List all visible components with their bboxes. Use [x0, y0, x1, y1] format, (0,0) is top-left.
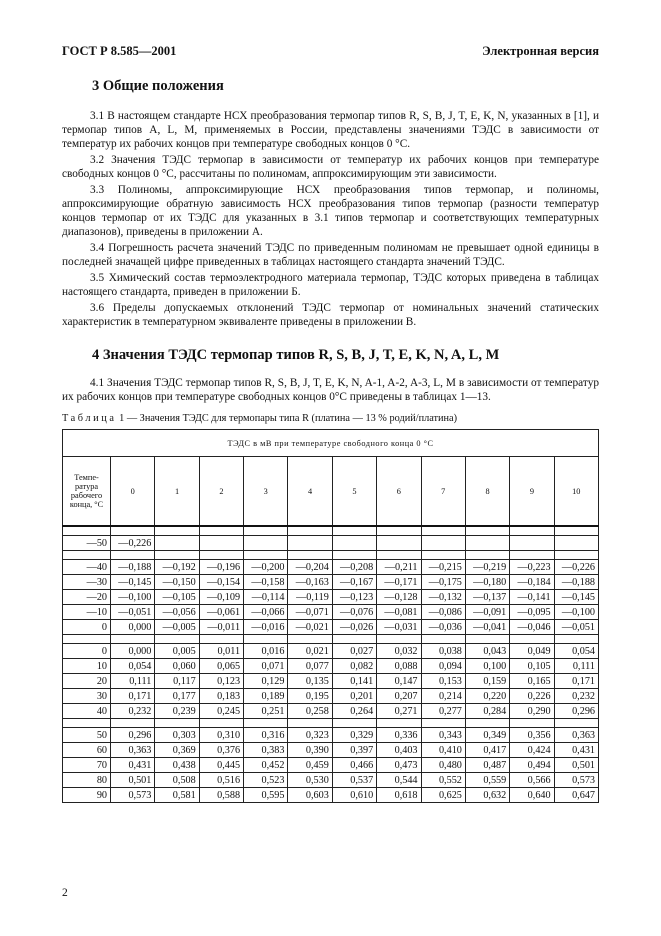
temperature-cell: —50: [63, 536, 111, 551]
empty-cell: [111, 551, 155, 560]
emf-value-cell: 0,573: [111, 788, 155, 803]
empty-cell: [377, 719, 421, 728]
temperature-cell: 30: [63, 689, 111, 704]
emf-value-cell: 0,632: [465, 788, 509, 803]
emf-value-cell: —0,066: [244, 605, 288, 620]
emf-value-cell: 0,153: [421, 674, 465, 689]
table-row: [63, 788, 599, 803]
emf-value-cell: 0,100: [465, 659, 509, 674]
emf-value-cell: 0,141: [332, 674, 376, 689]
emf-value-cell: —0,132: [421, 590, 465, 605]
empty-cell: [465, 551, 509, 560]
emf-value-cell: 0,258: [288, 704, 332, 719]
emf-value-cell: 0,032: [377, 644, 421, 659]
emf-value-cell: 0,566: [510, 773, 554, 788]
emf-value-cell: —0,005: [155, 620, 199, 635]
emf-value-cell: —0,188: [554, 575, 598, 590]
emf-value-cell: —0,226: [554, 560, 598, 575]
emf-value-cell: —0,100: [554, 605, 598, 620]
paragraph-4-1: 4.1 Значения ТЭДС термопар типов R, S, B, J, T, E, K, N, A-1, A-2, A-3, L, M в зависимости от температур их рабочих концов при температуре свободных концов 0°C приведены в таблицах 1—13.: [62, 377, 599, 403]
emf-value-cell: 0,310: [199, 728, 243, 743]
emf-value-cell: 0,000: [111, 620, 155, 635]
emf-value-cell: 0,595: [244, 788, 288, 803]
emf-value-cell: 0,383: [244, 743, 288, 758]
emf-value-cell: 0,431: [111, 758, 155, 773]
emf-value-cell: 0,065: [199, 659, 243, 674]
group-spacer-row: [63, 719, 599, 728]
emf-value-cell: 0,129: [244, 674, 288, 689]
emf-value-cell: [554, 536, 598, 551]
emf-value-cell: 0,356: [510, 728, 554, 743]
temperature-column-header: Темпе-ратура рабочего конца, °C: [63, 457, 111, 527]
paragraph-3-3: 3.3 Полиномы, аппроксимирующие НСХ преобразования типов термопар, и полиномы, аппроксимирующие обратную зависимость НСХ преобразования типов термопар (разности температур концов термопар от их ТЭДС для указанных в 3.1 типов термопар и соответствующих температурных диапазонов), приведены в приложении А.: [62, 184, 599, 238]
empty-cell: [63, 635, 111, 644]
emf-value-cell: 0,363: [554, 728, 598, 743]
emf-value-cell: 0,603: [288, 788, 332, 803]
table-caption-prefix: Таблица: [62, 413, 117, 424]
emf-value-cell: —0,109: [199, 590, 243, 605]
table-row: [63, 728, 599, 743]
column-header-2: 2: [199, 457, 243, 527]
emf-value-cell: 0,038: [421, 644, 465, 659]
emf-value-cell: —0,180: [465, 575, 509, 590]
emf-value-cell: —0,154: [199, 575, 243, 590]
paragraph-3-4: 3.4 Погрешность расчета значений ТЭДС по приведенным полиномам не превышает одной единицы в последней значащей цифре приведенных в таблицах настоящего стандарта значений ТЭДС.: [62, 242, 599, 268]
emf-value-cell: 0,369: [155, 743, 199, 758]
emf-value-cell: 0,094: [421, 659, 465, 674]
emf-value-cell: 0,105: [510, 659, 554, 674]
emf-value-cell: —0,021: [288, 620, 332, 635]
temperature-cell: 90: [63, 788, 111, 803]
section-3-body: [62, 109, 599, 329]
empty-cell: [510, 526, 554, 536]
group-spacer-row: [63, 551, 599, 560]
emf-value-cell: 0,290: [510, 704, 554, 719]
temperature-cell: 20: [63, 674, 111, 689]
emf-value-cell: 0,195: [288, 689, 332, 704]
emf-value-cell: —0,100: [111, 590, 155, 605]
empty-cell: [332, 551, 376, 560]
empty-cell: [421, 635, 465, 644]
emf-value-cell: —0,175: [421, 575, 465, 590]
empty-cell: [244, 551, 288, 560]
empty-cell: [554, 719, 598, 728]
emf-value-cell: —0,036: [421, 620, 465, 635]
emf-value-cell: 0,296: [111, 728, 155, 743]
emf-value-cell: 0,201: [332, 689, 376, 704]
emf-value-cell: 0,232: [554, 689, 598, 704]
emf-value-cell: 0,445: [199, 758, 243, 773]
empty-cell: [510, 551, 554, 560]
emf-value-cell: 0,544: [377, 773, 421, 788]
paragraph-3-5: 3.5 Химический состав термоэлектродного материала термопар, ТЭДС которых приведена в таблицах настоящего стандарта, приведен в приложении Б.: [62, 272, 599, 298]
empty-cell: [288, 719, 332, 728]
emf-value-cell: 0,027: [332, 644, 376, 659]
empty-cell: [554, 635, 598, 644]
emf-value-cell: —0,223: [510, 560, 554, 575]
emf-value-cell: 0,397: [332, 743, 376, 758]
emf-value-cell: 0,177: [155, 689, 199, 704]
emf-value-cell: 0,610: [332, 788, 376, 803]
emf-value-cell: 0,343: [421, 728, 465, 743]
section-4-title: 4 Значения ТЭДС термопар типов R, S, B, J, T, E, K, N, A, L, M: [92, 347, 500, 363]
temperature-cell: 70: [63, 758, 111, 773]
emf-value-cell: 0,640: [510, 788, 554, 803]
emf-value-cell: 0,438: [155, 758, 199, 773]
emf-value-cell: —0,071: [288, 605, 332, 620]
emf-value-cell: [155, 536, 199, 551]
emf-value-cell: 0,390: [288, 743, 332, 758]
table-row: [63, 758, 599, 773]
emf-value-cell: 0,508: [155, 773, 199, 788]
column-header-4: 4: [288, 457, 332, 527]
table-top-header: ТЭДС в мВ при температуре свободного конца 0 °C: [63, 430, 599, 457]
emf-value-cell: —0,158: [244, 575, 288, 590]
temperature-cell: —40: [63, 560, 111, 575]
emf-value-cell: 0,403: [377, 743, 421, 758]
emf-value-cell: 0,329: [332, 728, 376, 743]
emf-value-cell: 0,171: [111, 689, 155, 704]
group-spacer-row: [63, 635, 599, 644]
page-content: [62, 72, 599, 803]
emf-value-cell: —0,086: [421, 605, 465, 620]
emf-value-cell: —0,226: [111, 536, 155, 551]
emf-value-cell: —0,219: [465, 560, 509, 575]
page-number: 2: [62, 887, 68, 899]
empty-cell: [377, 526, 421, 536]
empty-cell: [421, 551, 465, 560]
empty-cell: [244, 526, 288, 536]
emf-value-cell: —0,211: [377, 560, 421, 575]
empty-cell: [244, 719, 288, 728]
empty-cell: [554, 551, 598, 560]
emf-value-cell: —0,208: [332, 560, 376, 575]
emf-value-cell: 0,323: [288, 728, 332, 743]
empty-cell: [199, 551, 243, 560]
emf-value-cell: [199, 536, 243, 551]
emf-value-cell: 0,183: [199, 689, 243, 704]
emf-value-cell: [332, 536, 376, 551]
thermo-emf-table: [62, 429, 599, 803]
emf-value-cell: 0,226: [510, 689, 554, 704]
emf-value-cell: 0,523: [244, 773, 288, 788]
emf-value-cell: 0,220: [465, 689, 509, 704]
emf-value-cell: 0,043: [465, 644, 509, 659]
emf-value-cell: 0,159: [465, 674, 509, 689]
empty-cell: [554, 526, 598, 536]
emf-value-cell: 0,452: [244, 758, 288, 773]
emf-value-cell: —0,192: [155, 560, 199, 575]
emf-value-cell: 0,494: [510, 758, 554, 773]
emf-value-cell: —0,051: [554, 620, 598, 635]
emf-value-cell: [288, 536, 332, 551]
empty-cell: [332, 526, 376, 536]
emf-value-cell: 0,581: [155, 788, 199, 803]
emf-value-cell: 0,466: [332, 758, 376, 773]
table-row: [63, 590, 599, 605]
emf-value-cell: 0,316: [244, 728, 288, 743]
emf-value-cell: 0,207: [377, 689, 421, 704]
emf-value-cell: 0,647: [554, 788, 598, 803]
emf-value-cell: 0,501: [554, 758, 598, 773]
temperature-cell: 80: [63, 773, 111, 788]
emf-value-cell: 0,349: [465, 728, 509, 743]
emf-value-cell: —0,081: [377, 605, 421, 620]
empty-cell: [288, 635, 332, 644]
temperature-cell: —30: [63, 575, 111, 590]
column-header-5: 5: [332, 457, 376, 527]
emf-value-cell: —0,188: [111, 560, 155, 575]
column-header-row: [63, 457, 599, 527]
emf-value-cell: 0,171: [554, 674, 598, 689]
emf-value-cell: —0,076: [332, 605, 376, 620]
emf-value-cell: 0,588: [199, 788, 243, 803]
emf-value-cell: —0,051: [111, 605, 155, 620]
emf-value-cell: —0,184: [510, 575, 554, 590]
empty-cell: [244, 635, 288, 644]
empty-cell: [377, 551, 421, 560]
emf-value-cell: —0,171: [377, 575, 421, 590]
emf-value-cell: —0,114: [244, 590, 288, 605]
emf-value-cell: 0,277: [421, 704, 465, 719]
temperature-cell: 50: [63, 728, 111, 743]
empty-cell: [288, 551, 332, 560]
emf-value-cell: 0,516: [199, 773, 243, 788]
emf-value-cell: —0,031: [377, 620, 421, 635]
temperature-cell: 40: [63, 704, 111, 719]
empty-cell: [332, 719, 376, 728]
empty-cell: [199, 635, 243, 644]
emf-value-cell: 0,559: [465, 773, 509, 788]
emf-value-cell: 0,165: [510, 674, 554, 689]
emf-value-cell: 0,189: [244, 689, 288, 704]
empty-cell: [332, 635, 376, 644]
emf-value-cell: —0,016: [244, 620, 288, 635]
emf-value-cell: —0,123: [332, 590, 376, 605]
table-row: [63, 773, 599, 788]
column-header-10: 10: [554, 457, 598, 527]
emf-value-cell: 0,376: [199, 743, 243, 758]
emf-value-cell: —0,145: [554, 590, 598, 605]
emf-value-cell: 0,487: [465, 758, 509, 773]
column-header-3: 3: [244, 457, 288, 527]
emf-value-cell: 0,424: [510, 743, 554, 758]
temperature-cell: 0: [63, 620, 111, 635]
emf-value-cell: 0,111: [111, 674, 155, 689]
temperature-cell: —20: [63, 590, 111, 605]
emf-value-cell: 0,271: [377, 704, 421, 719]
emf-value-cell: [421, 536, 465, 551]
table-row: [63, 644, 599, 659]
edition-label: Электронная версия: [482, 44, 599, 58]
temperature-cell: 60: [63, 743, 111, 758]
emf-value-cell: 0,264: [332, 704, 376, 719]
emf-value-cell: 0,336: [377, 728, 421, 743]
column-header-9: 9: [510, 457, 554, 527]
empty-cell: [111, 635, 155, 644]
empty-cell: [421, 719, 465, 728]
emf-value-cell: 0,459: [288, 758, 332, 773]
emf-value-cell: 0,060: [155, 659, 199, 674]
emf-value-cell: —0,145: [111, 575, 155, 590]
emf-value-cell: 0,303: [155, 728, 199, 743]
emf-value-cell: —0,061: [199, 605, 243, 620]
emf-value-cell: —0,215: [421, 560, 465, 575]
empty-cell: [199, 719, 243, 728]
table-row: [63, 704, 599, 719]
emf-value-cell: [244, 536, 288, 551]
emf-value-cell: 0,296: [554, 704, 598, 719]
emf-value-cell: 0,480: [421, 758, 465, 773]
table-row: [63, 536, 599, 551]
emf-value-cell: 0,363: [111, 743, 155, 758]
emf-value-cell: [510, 536, 554, 551]
emf-value-cell: 0,021: [288, 644, 332, 659]
document-code: ГОСТ Р 8.585—2001: [62, 44, 177, 58]
table-row: [63, 743, 599, 758]
emf-value-cell: 0,537: [332, 773, 376, 788]
paragraph-3-2: 3.2 Значения ТЭДС термопар в зависимости от температур их рабочих концов при температуре свободных концов 0 °C, рассчитаны по полиномам, аппроксимирующим эти зависимости.: [62, 154, 599, 180]
emf-value-cell: —0,196: [199, 560, 243, 575]
emf-value-cell: 0,071: [244, 659, 288, 674]
emf-value-cell: 0,473: [377, 758, 421, 773]
temperature-cell: 10: [63, 659, 111, 674]
emf-value-cell: —0,167: [332, 575, 376, 590]
empty-cell: [199, 526, 243, 536]
emf-value-cell: 0,088: [377, 659, 421, 674]
emf-value-cell: —0,137: [465, 590, 509, 605]
section-3-title: 3 Общие положения: [92, 78, 224, 94]
emf-value-cell: [377, 536, 421, 551]
empty-cell: [288, 526, 332, 536]
group-spacer-row: [63, 526, 599, 536]
empty-cell: [510, 719, 554, 728]
empty-cell: [155, 526, 199, 536]
temperature-cell: 0: [63, 644, 111, 659]
empty-cell: [111, 526, 155, 536]
emf-value-cell: —0,046: [510, 620, 554, 635]
emf-value-cell: —0,105: [155, 590, 199, 605]
emf-value-cell: —0,150: [155, 575, 199, 590]
table-row: [63, 689, 599, 704]
emf-value-cell: 0,117: [155, 674, 199, 689]
emf-value-cell: 0,016: [244, 644, 288, 659]
emf-value-cell: 0,417: [465, 743, 509, 758]
column-header-0: 0: [111, 457, 155, 527]
emf-value-cell: —0,163: [288, 575, 332, 590]
emf-value-cell: 0,284: [465, 704, 509, 719]
emf-value-cell: 0,082: [332, 659, 376, 674]
empty-cell: [63, 526, 111, 536]
emf-value-cell: 0,054: [111, 659, 155, 674]
emf-value-cell: 0,501: [111, 773, 155, 788]
empty-cell: [63, 719, 111, 728]
empty-cell: [421, 526, 465, 536]
emf-value-cell: 0,552: [421, 773, 465, 788]
emf-value-cell: [465, 536, 509, 551]
paragraph-3-6: 3.6 Пределы допускаемых отклонений ТЭДС термопар от номинальных значений статических характеристик в температурном эквиваленте приведены в приложении В.: [62, 302, 599, 328]
emf-value-cell: —0,141: [510, 590, 554, 605]
emf-value-cell: 0,239: [155, 704, 199, 719]
table-caption-text: 1 — Значения ТЭДС для термопары типа R (платина — 13 % родий/платина): [116, 413, 458, 424]
emf-value-cell: 0,625: [421, 788, 465, 803]
column-header-6: 6: [377, 457, 421, 527]
emf-value-cell: —0,011: [199, 620, 243, 635]
empty-cell: [155, 551, 199, 560]
emf-value-cell: 0,011: [199, 644, 243, 659]
empty-cell: [63, 551, 111, 560]
emf-value-cell: —0,056: [155, 605, 199, 620]
emf-value-cell: —0,026: [332, 620, 376, 635]
empty-cell: [465, 635, 509, 644]
emf-value-cell: 0,123: [199, 674, 243, 689]
emf-value-cell: 0,000: [111, 644, 155, 659]
emf-value-cell: 0,147: [377, 674, 421, 689]
table-row: [63, 674, 599, 689]
table-row: [63, 560, 599, 575]
emf-value-cell: 0,245: [199, 704, 243, 719]
empty-cell: [465, 526, 509, 536]
emf-value-cell: —0,095: [510, 605, 554, 620]
emf-value-cell: 0,135: [288, 674, 332, 689]
emf-value-cell: 0,530: [288, 773, 332, 788]
emf-value-cell: —0,119: [288, 590, 332, 605]
emf-value-cell: 0,431: [554, 743, 598, 758]
emf-value-cell: 0,618: [377, 788, 421, 803]
column-header-1: 1: [155, 457, 199, 527]
emf-value-cell: 0,111: [554, 659, 598, 674]
emf-value-cell: —0,041: [465, 620, 509, 635]
empty-cell: [111, 719, 155, 728]
emf-value-cell: 0,054: [554, 644, 598, 659]
emf-value-cell: —0,204: [288, 560, 332, 575]
table-row: [63, 620, 599, 635]
emf-value-cell: 0,077: [288, 659, 332, 674]
emf-value-cell: 0,251: [244, 704, 288, 719]
emf-value-cell: 0,573: [554, 773, 598, 788]
emf-value-cell: 0,005: [155, 644, 199, 659]
empty-cell: [155, 635, 199, 644]
table-row: [63, 575, 599, 590]
table-row: [63, 605, 599, 620]
emf-value-cell: —0,128: [377, 590, 421, 605]
emf-value-cell: 0,410: [421, 743, 465, 758]
empty-cell: [465, 719, 509, 728]
column-header-8: 8: [465, 457, 509, 527]
paragraph-3-1: 3.1 В настоящем стандарте НСХ преобразования термопар типов R, S, B, J, T, E, K, N, указанных в [1], и термопар типов A, L, M, применяемых в России, представлены значениями ТЭДС в зависимости от температур их рабочих концов при температуре свободных концов 0 °C.: [62, 110, 599, 150]
empty-cell: [510, 635, 554, 644]
emf-value-cell: —0,091: [465, 605, 509, 620]
emf-value-cell: 0,232: [111, 704, 155, 719]
empty-cell: [155, 719, 199, 728]
emf-value-cell: 0,214: [421, 689, 465, 704]
emf-value-cell: 0,049: [510, 644, 554, 659]
column-header-7: 7: [421, 457, 465, 527]
table-caption: [62, 413, 599, 424]
empty-cell: [377, 635, 421, 644]
temperature-cell: —10: [63, 605, 111, 620]
table-row: [63, 659, 599, 674]
emf-value-cell: —0,200: [244, 560, 288, 575]
table-body: [63, 526, 599, 803]
